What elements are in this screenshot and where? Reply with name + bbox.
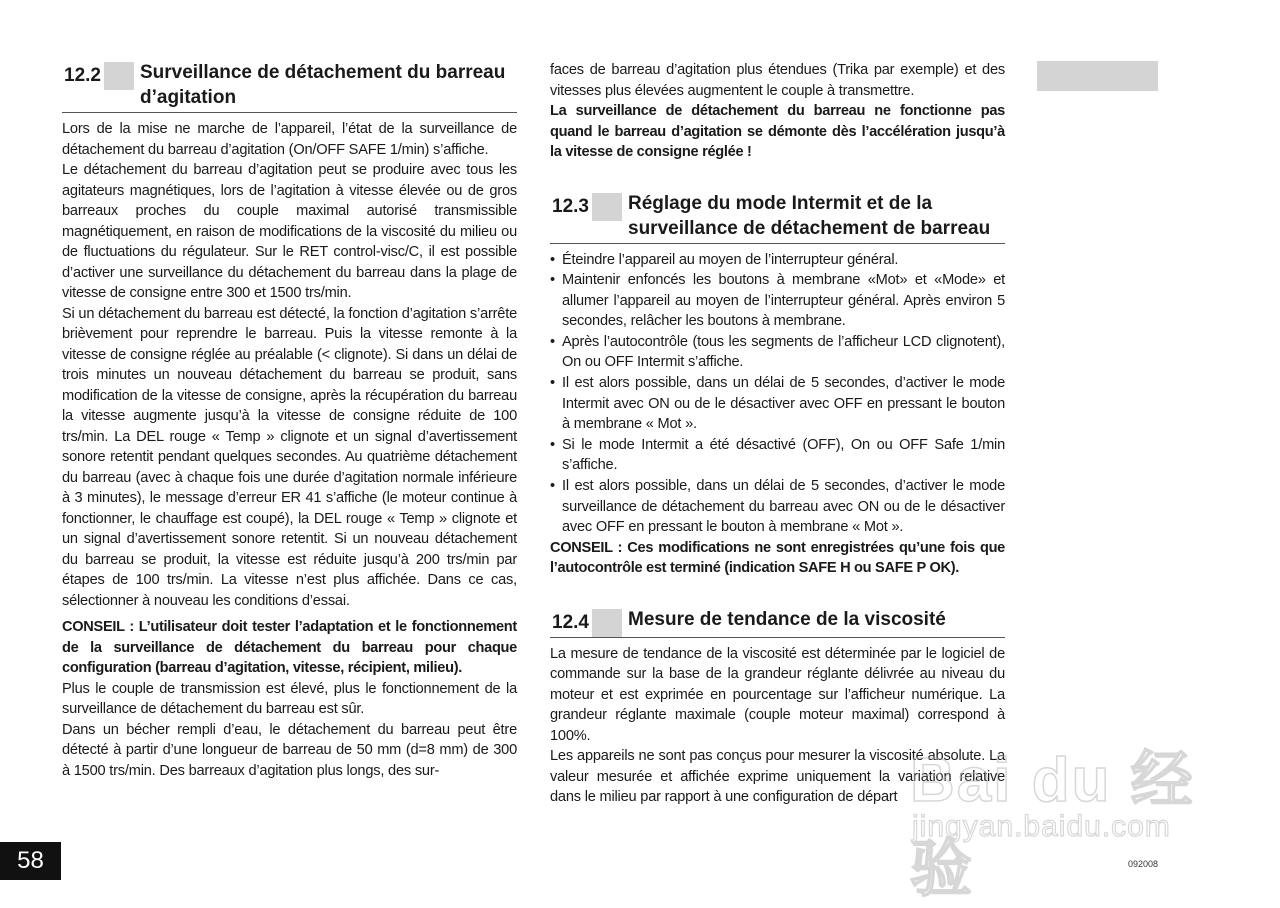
list-item: • Maintenir enfoncés les boutons à membrane «Mot» et «Mode» et allumer l’appareil au moyen de l’interrupteur général. Après environ 5 secondes, relâcher les boutons à membrane. xyxy=(550,270,1005,332)
document-code: 092008 xyxy=(1128,859,1159,869)
list-item: • Il est alors possible, dans un délai de 5 secondes, d’activer le mode Intermit avec ON ou de le désactiver avec OFF en pressant le bouton à membrane « Mot ». xyxy=(550,373,1005,435)
paragraph: Dans un bécher rempli d’eau, le détachement du barreau peut être détecté à partir d’une longueur de barreau de 50 mm (d=8 mm) de 300 à 1500 trs/min. Des barreaux d’agitation plus longs, des sur- xyxy=(62,721,517,779)
list-item: • Éteindre l’appareil au moyen de l’interrupteur général. xyxy=(550,250,1005,271)
warning-note: La surveillance de détachement du barreau ne fonctionne pas quand le barreau d’agitation se démonte dès l’accélération jusqu’à la vitesse de consigne réglée ! xyxy=(550,103,1005,160)
list-item: • Il est alors possible, dans un délai de 5 secondes, d’activer le mode surveillance de détachement du barreau avec ON ou de le désactiver avec OFF en pressant le bouton à membrane « Mot ». xyxy=(550,476,1005,538)
left-column xyxy=(62,60,517,781)
watermark-logo: Bai du 经验 xyxy=(910,746,1195,904)
paragraph: La mesure de tendance de la viscosité est déterminée par le logiciel de commande sur la base de la grandeur réglante délivrée au niveau du moteur et est exprimée en pourcentage sur l’afficheur numérique. La grandeur réglante maximale (couple moteur maximal) correspond à 100%. xyxy=(550,645,1005,744)
steps-list xyxy=(550,250,1005,538)
paragraph: Les appareils ne sont pas conçus pour mesurer la viscosité absolute. La valeur mesurée et affichée exprime uniquement la variation relative dans le milieu par rapport à une configuration de départ xyxy=(550,748,1005,806)
paragraph: faces de barreau d’agitation plus étendues (Trika par exemple) et des vitesses plus élevées augmentent le couple à transmettre. xyxy=(550,62,1005,99)
section-title: Mesure de tendance de la viscosité xyxy=(628,608,946,630)
paragraph: Plus le couple de transmission est élevé, plus le fonctionnement de la surveillance de détachement du barreau est sûr. xyxy=(62,680,517,717)
section-12-3-heading xyxy=(550,191,1005,244)
section-12-4-heading xyxy=(550,607,1005,638)
list-item: • Après l’autocontrôle (tous les segments de l’afficheur LCD clignotent), On ou OFF Intermit s’affiche. xyxy=(550,332,1005,373)
tip-note: CONSEIL : L’utilisateur doit tester l’adaptation et le fonctionnement de la surveillance de détachement du barreau pour chaque configuration (barreau d’agitation, vitesse, récipient, milieu). xyxy=(62,619,517,676)
section-number: 12.2 xyxy=(62,62,134,90)
list-item: • Si le mode Intermit a été désactivé (OFF), On ou OFF Safe 1/min s’affiche. xyxy=(550,435,1005,476)
page-number: 58 xyxy=(0,842,61,880)
section-12-2-heading xyxy=(62,60,517,113)
right-column xyxy=(550,60,1005,808)
paragraph: Le détachement du barreau d’agitation peut se produire avec tous les agitateurs magnétiques, lors de l’agitation à vitesse élevée ou de gros barreaux proches du couple maximal autorisé transmissible magnétiquement, en raison de modifications de la viscosité du milieu ou de fluctuations du régulateur. Sur le RET control-visc/C, il est possible d’activer une surveillance du détachement du barreau dans la plage de vitesse de consigne entre 300 et 1500 trs/min. xyxy=(62,162,517,301)
tip-note: CONSEIL : Ces modifications ne sont enregistrées qu’une fois que l’autocontrôle est terminé (indication SAFE H ou SAFE P OK). xyxy=(550,539,1005,577)
section-number: 12.3 xyxy=(550,193,622,221)
chapter-tab xyxy=(1037,61,1158,91)
section-title: Réglage du mode Intermit et de la surveillance de détachement de barreau xyxy=(628,192,991,239)
section-number: 12.4 xyxy=(550,609,622,637)
paragraph: Lors de la mise ne marche de l’appareil, l’état de la surveillance de détachement du barreau d’agitation (On/OFF SAFE 1/min) s’affiche. xyxy=(62,121,517,158)
watermark-url: jingyan.baidu.com xyxy=(912,810,1171,843)
paragraph: Si un détachement du barreau est détecté, la fonction d’agitation s’arrête brièvement pour reprendre le barreau. Puis la vitesse remonte à la vitesse de consigne réglée au préalable (< clignote). Si dans un délai de trois minutes un nouveau détachement du barreau se produit, sans modification de la vitesse de consigne, après la récupération du barreau la vitesse augmente jusqu’à la vitesse de consigne réduite de 100 trs/min. La DEL rouge « Temp » clignote et un signal d’avertissement sonore retentit pendant quelques secondes. Au quatrième détachement du barreau (avec à chaque fois une durée d’agitation normale inférieure à 3 minutes), le message d’erreur ER 41 s’affiche (le moteur continue à fonctionner, le chauffage est coupé), la DEL rouge « Temp » clignote et un signal d’avertissement sonore retentit. Si un nouveau détachement du barreau se produit, la vitesse est réduite jusqu’à 200 trs/min par étapes de 100 trs/min. La vitesse n’est plus affichée. Dans ce cas, sélectionner à nouveau les conditions d’essai. xyxy=(62,305,517,609)
section-title: Surveillance de détachement du barreau d’agitation xyxy=(140,62,506,108)
